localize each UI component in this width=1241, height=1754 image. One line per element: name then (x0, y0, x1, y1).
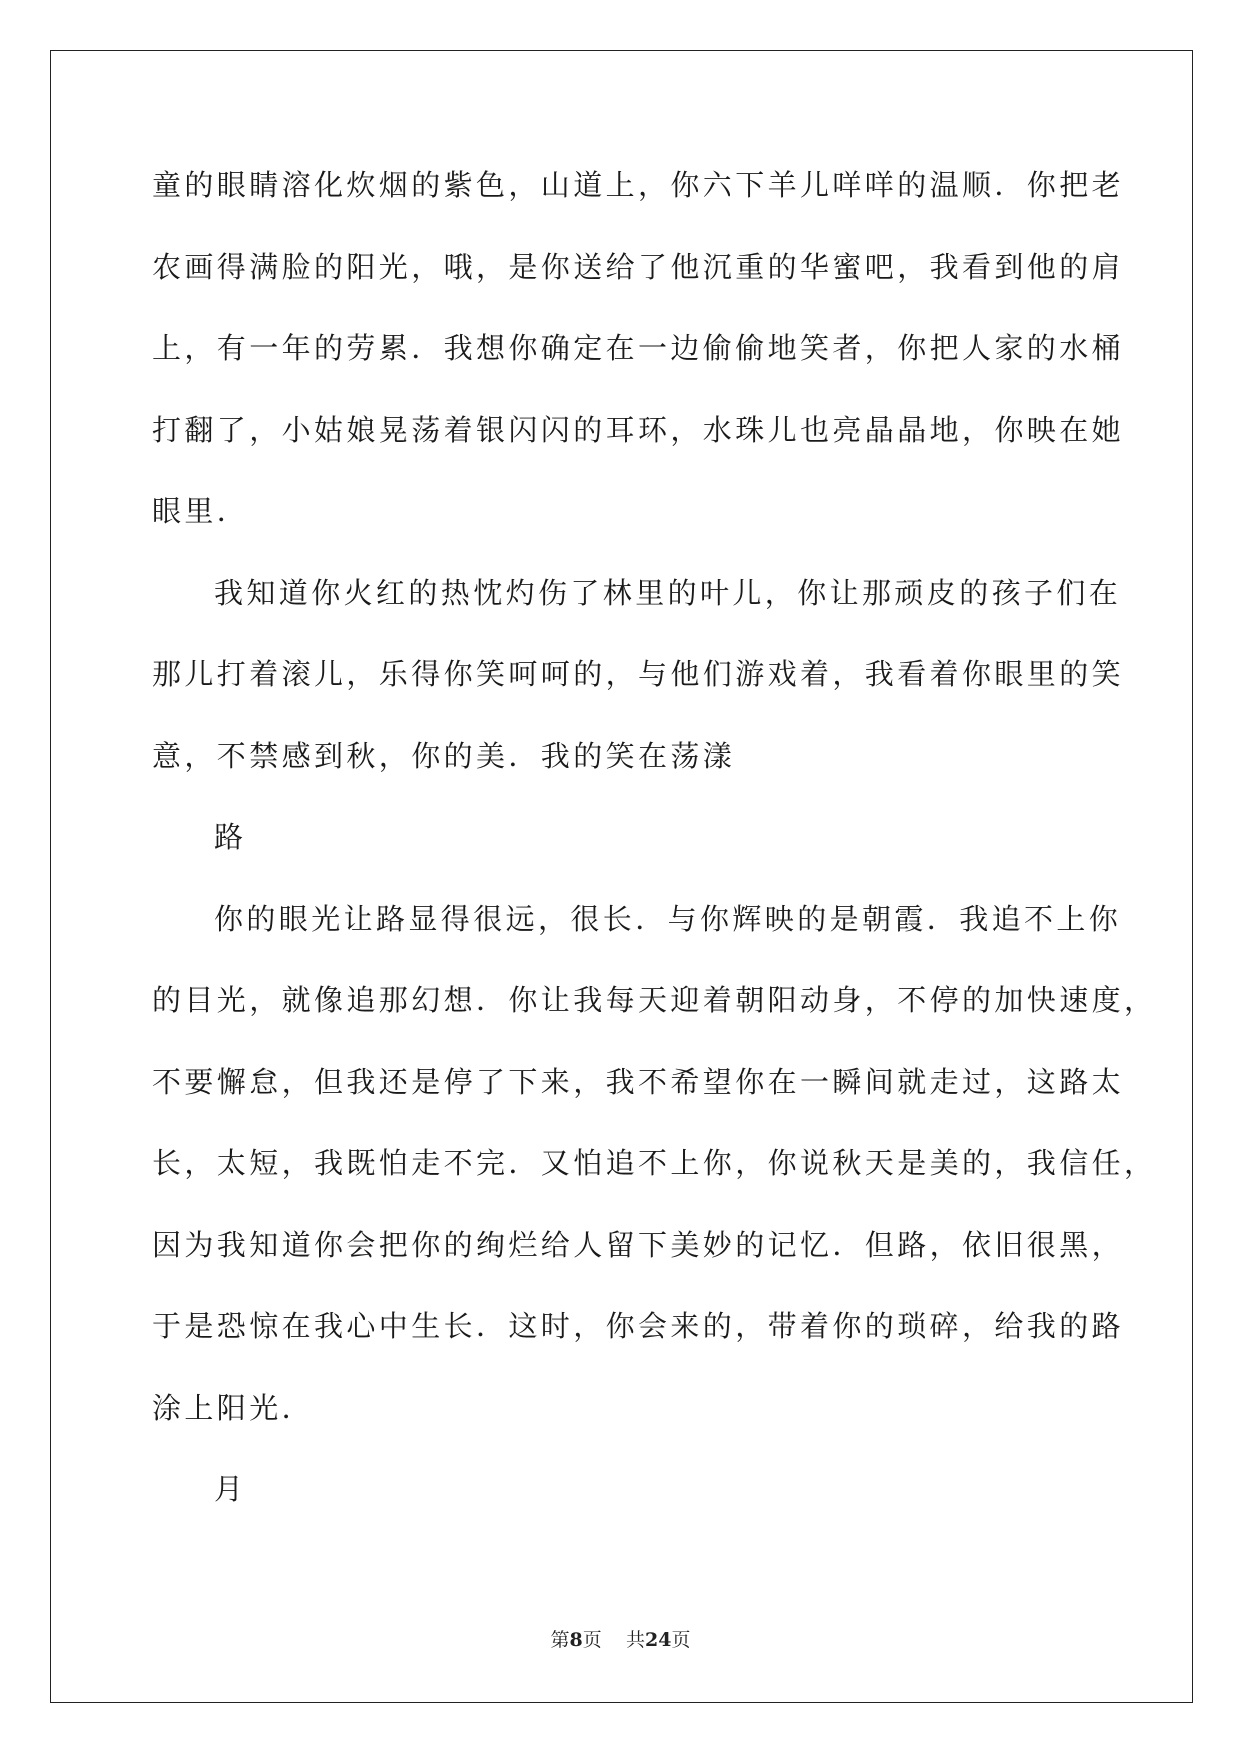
page-footer (0, 1628, 1241, 1652)
text-line: 的目光，就像追那幻想．你让我每天迎着朝阳动身，不停的加快速度， (152, 983, 1157, 1017)
text-line: 眼里． (152, 494, 250, 528)
total-prefix: 共 (625, 1629, 645, 1651)
text-line: 上，有一年的劳累．我想你确定在一边偷偷地笑者，你把人家的水桶 (152, 331, 1125, 365)
paragraph-start-line: 我知道你火红的热忱灼伤了林里的叶儿，你让那顽皮的孩子们在 (214, 575, 1122, 610)
paragraph-start-line: 你的眼光让路显得很远，很长．与你辉映的是朝霞．我追不上你 (214, 901, 1122, 936)
text-line: 那儿打着滚儿，乐得你笑呵呵的，与他们游戏着，我看着你眼里的笑 (152, 657, 1125, 691)
total-pages: 24 (644, 1629, 672, 1651)
page-prefix: 第 (550, 1629, 570, 1651)
text-line: 童的眼睛溶化炊烟的紫色，山道上，你六下羊儿咩咩的温顺．你把老 (152, 168, 1125, 202)
text-line: 因为我知道你会把你的绚烂给人留下美妙的记忆．但路，依旧很黑， (152, 1227, 1125, 1262)
text-line: 不要懈怠，但我还是停了下来，我不希望你在一瞬间就走过，这路太 (152, 1064, 1125, 1099)
document-body (152, 165, 1157, 1551)
page-suffix: 页 (582, 1629, 602, 1651)
text-line: 涂上阳光． (152, 1390, 315, 1425)
text-line: 打翻了，小姑娘晃荡着银闪闪的耳环，水珠儿也亮晶晶地，你映在她 (152, 412, 1125, 447)
section-heading: 路 (214, 820, 247, 854)
text-line: 长，太短，我既怕走不完．又怕追不上你，你说秋天是美的，我信任， (152, 1146, 1157, 1180)
section-heading: 月 (214, 1472, 247, 1506)
total-suffix: 页 (671, 1629, 691, 1651)
page-number: 8 (569, 1629, 583, 1651)
text-line: 于是恐惊在我心中生长．这时，你会来的，带着你的琐碎，给我的路 (152, 1309, 1125, 1343)
text-line: 意，不禁感到秋，你的美．我的笑在荡漾 (152, 738, 736, 773)
text-line: 农画得满脸的阳光，哦，是你送给了他沉重的华蜜吧，我看到他的肩 (152, 249, 1125, 284)
